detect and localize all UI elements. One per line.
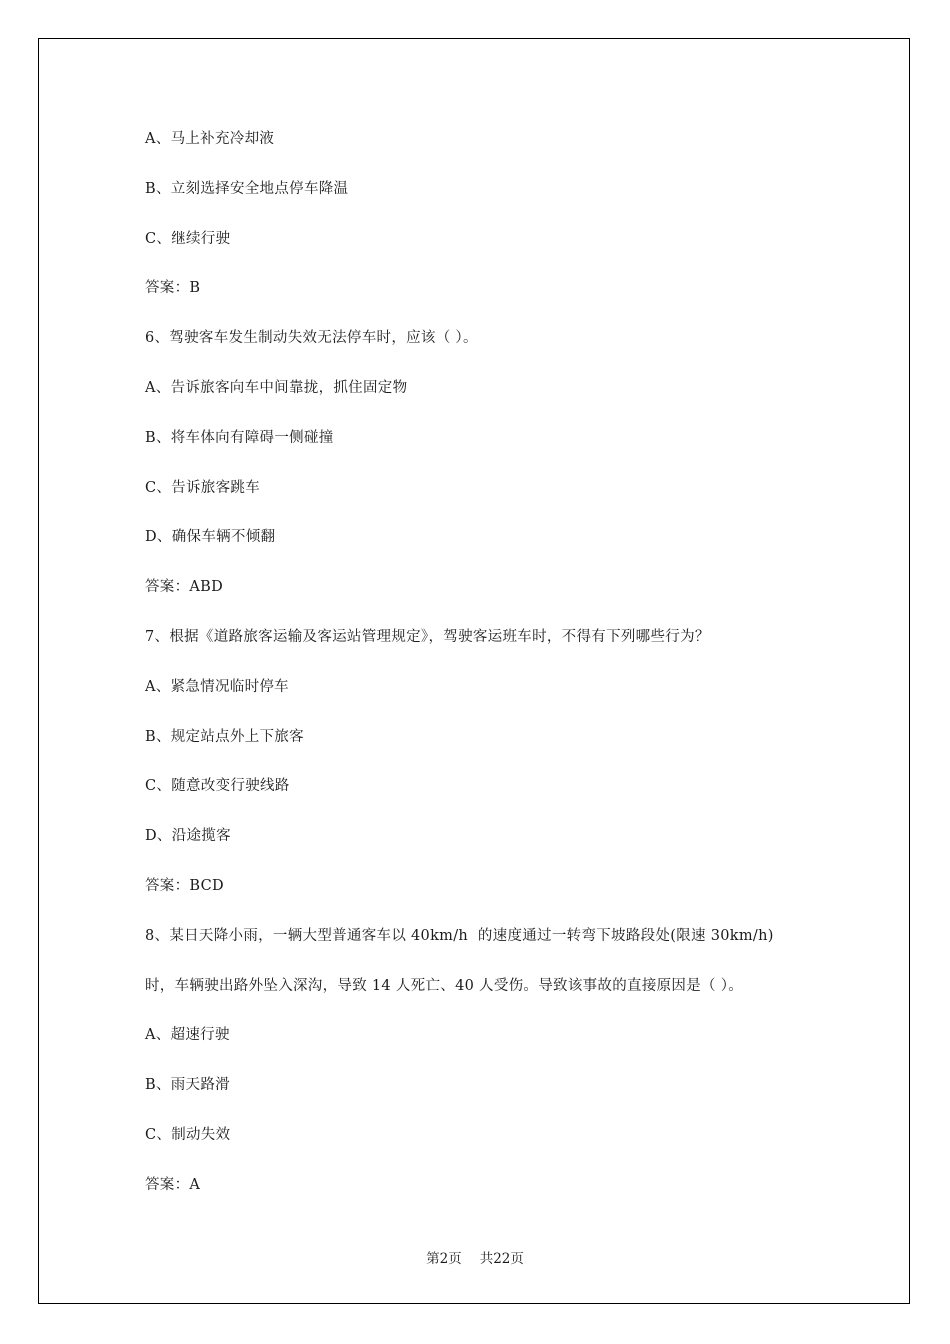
answer: 答案：A — [145, 1176, 201, 1193]
option-d: D、确保车辆不倾翻 — [145, 529, 276, 546]
question-6: 6、驾驶客车发生制动失效无法停车时，应该（ ）。 — [145, 330, 478, 347]
option-b: B、立刻选择安全地点停车降温 — [145, 180, 349, 197]
option-a: A、告诉旅客向车中间靠拢，抓住固定物 — [145, 379, 408, 396]
page-footer — [0, 1247, 950, 1267]
option-c: C、随意改变行驶线路 — [145, 778, 290, 795]
option-a: A、超速行驶 — [145, 1027, 230, 1044]
question-7: 7、根据《道路旅客运输及客运站管理规定》，驾驶客运班车时，不得有下列哪些行为？ — [145, 628, 710, 645]
answer: 答案：BCD — [145, 877, 224, 894]
option-c: C、制动失效 — [145, 1126, 231, 1143]
option-a: A、紧急情况临时停车 — [145, 678, 289, 695]
option-a: A、马上补充冷却液 — [145, 131, 275, 147]
option-b: B、将车体向有障碍一侧碰撞 — [145, 429, 334, 446]
option-b: B、雨天路滑 — [145, 1077, 230, 1094]
answer: 答案：B — [145, 280, 201, 297]
option-b: B、规定站点外上下旅客 — [145, 728, 304, 745]
page-total: 共22页 — [479, 1251, 524, 1267]
page-number: 第2页 — [426, 1251, 462, 1267]
option-c: C、告诉旅客跳车 — [145, 479, 260, 496]
document-body — [145, 127, 845, 1223]
question-8-line-1: 8、某日天降小雨，一辆大型普通客车以 40km/h 的速度通过一转弯下坡路段处(限速 30km/h) — [145, 927, 774, 944]
option-c: C、继续行驶 — [145, 230, 231, 247]
option-d: D、沿途揽客 — [145, 828, 231, 845]
answer: 答案：ABD — [145, 579, 224, 596]
question-8-line-2: 时，车辆驶出路外坠入深沟，导致 14 人死亡、40 人受伤。导致该事故的直接原因是（ ）。 — [145, 977, 744, 994]
